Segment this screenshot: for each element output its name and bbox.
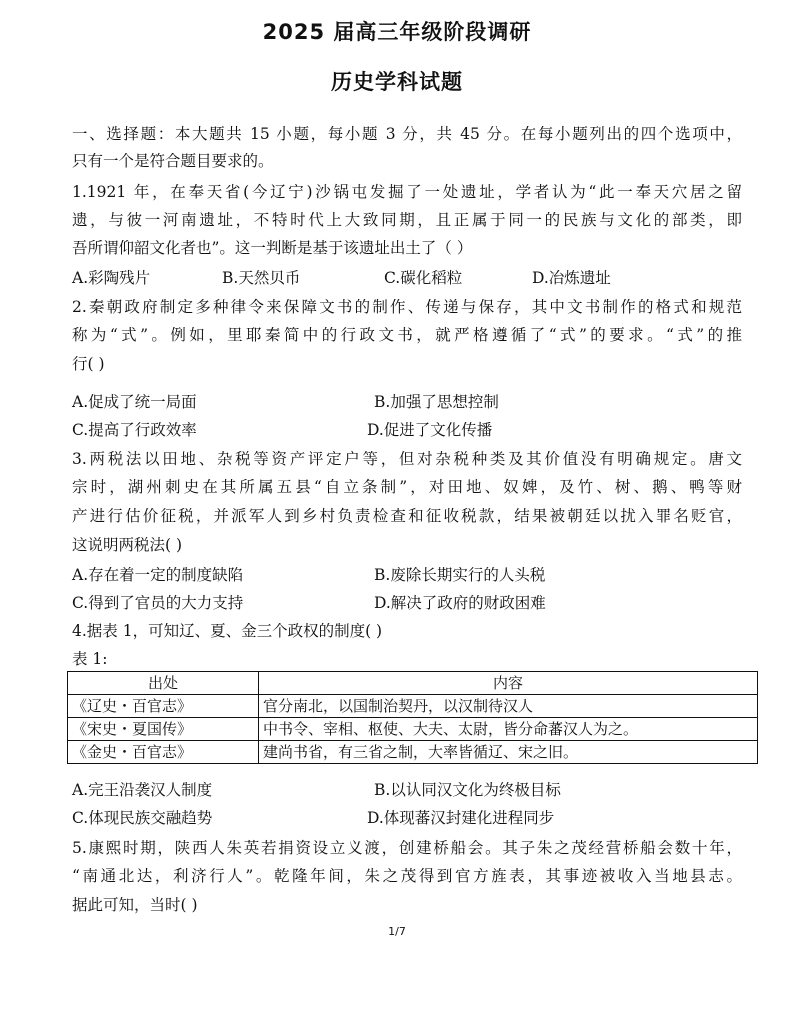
table-caption: 表 1: (72, 650, 108, 668)
question-4-line-1: 4.据表 1，可知辽、夏、金三个政权的制度( ) (72, 622, 383, 640)
question-2-option-c: C.提高了行政效率 (72, 421, 197, 439)
question-3-option-c: C.得到了官员的大力支持 (72, 594, 244, 612)
question-2-option-b: B.加强了思想控制 (374, 393, 499, 411)
question-1-line-1: 1.1921 年，在奉天省(今辽宁)沙锅屯发掘了一处遗址，学者认为“此一奉天穴居之留 (72, 183, 742, 201)
question-3-option-a: A.存在着一定的制度缺陷 (72, 566, 244, 584)
question-2-option-a: A.促成了统一局面 (72, 393, 197, 411)
table-header-row (68, 672, 758, 695)
question-3-option-d: D.解决了政府的财政困难 (374, 594, 546, 612)
question-1-option-d: D.冶炼遗址 (532, 269, 611, 287)
table-header-content: 内容 (259, 672, 758, 695)
source-table (67, 671, 758, 764)
section-instructions-line-1: 一、选择题：本大题共 15 小题，每小题 3 分，共 45 分。在每小题列出的四个选项中， (72, 125, 742, 143)
question-1-option-a: A.彩陶残片 (72, 269, 151, 287)
table-row (68, 741, 758, 764)
question-5-line-2: “南通北达，利济行人”。乾隆年间，朱之茂得到官方旌表，其事迹被收入当地县志。 (72, 867, 742, 885)
question-1-option-c: C.碳化稻粒 (384, 269, 463, 287)
table-cell-source: 《金史・百官志》 (68, 741, 259, 764)
question-2-line-3: 行( ) (72, 355, 105, 373)
table-row (68, 695, 758, 718)
question-2-line-2: 称为“式”。例如，里耶秦简中的行政文书，就严格遵循了“式”的要求。“式”的推 (72, 326, 743, 344)
question-5-line-3: 据此可知，当时( ) (72, 896, 198, 914)
table-cell-source: 《宋史・夏国传》 (68, 718, 259, 741)
question-3-option-b: B.废除长期实行的人头税 (374, 566, 546, 584)
question-4-option-c: C.体现民族交融趋势 (72, 809, 213, 827)
page-number: 1/7 (388, 925, 406, 938)
table-cell-content: 建尚书省，有三省之制，大率皆循辽、宋之旧。 (259, 741, 758, 764)
question-3-line-4: 这说明两税法( ) (72, 536, 183, 554)
exam-title: 2025 届高三年级阶段调研 (262, 20, 532, 44)
section-instructions-line-2: 只有一个是符合题目要求的。 (72, 152, 274, 170)
question-3-line-3: 产进行估价征税，并派军人到乡村负责检查和征收税款，结果被朝廷以扰入罪名贬官， (72, 507, 742, 525)
table-cell-content: 官分南北，以国制治契丹，以汉制待汉人 (259, 695, 758, 718)
question-1-line-2: 遗，与彼一河南遗址，不特时代上大致同期，且正属于同一的民族与文化的部类，即 (72, 211, 742, 229)
question-4-option-b: B.以认同汉文化为终极目标 (374, 781, 561, 799)
table-cell-source: 《辽史・百官志》 (68, 695, 259, 718)
question-3-line-2: 宗时，湖州刺史在其所属五县“自立条制”，对田地、奴婢，及竹、树、鹅、鸭等财 (72, 478, 742, 496)
question-4-option-a: A.完王沿袭汉人制度 (72, 781, 213, 799)
question-3-line-1: 3.两税法以田地、杂税等资产评定户等，但对杂税种类及其价值没有明确规定。唐文 (72, 450, 742, 468)
question-2-option-d: D.促进了文化传播 (367, 421, 493, 439)
question-5-line-1: 5.康熙时期，陕西人朱英若捐资设立义渡，创建桥船会。其子朱之茂经营桥船会数十年， (72, 839, 742, 857)
exam-subtitle: 历史学科试题 (331, 70, 463, 94)
table-header-source: 出处 (68, 672, 259, 695)
question-1-line-3: 吾所谓仰韶文化者也”。这一判断是基于该遗址出土了（ ） (72, 239, 473, 257)
question-1-option-b: B.天然贝币 (222, 269, 301, 287)
table-row (68, 718, 758, 741)
table-cell-content: 中书令、宰相、枢使、大夫、太尉，皆分命蕃汉人为之。 (259, 718, 758, 741)
question-2-line-1: 2.秦朝政府制定多种律令来保障文书的制作、传递与保存，其中文书制作的格式和规范 (72, 298, 742, 316)
question-4-option-d: D.体现蕃汉封建化进程同步 (367, 809, 555, 827)
